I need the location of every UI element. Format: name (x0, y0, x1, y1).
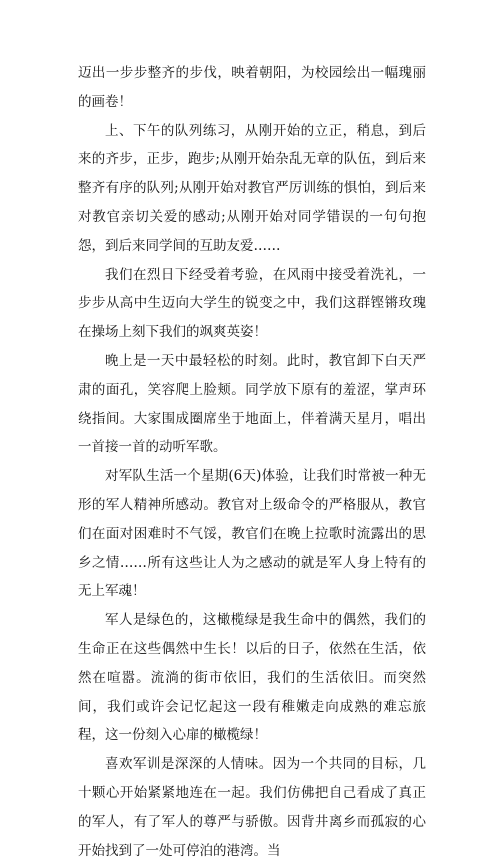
paragraph-5: 对军队生活一个星期(6天)体验，让我们时常被一种无形的军人精神所感动。教官对上级命令的严格服从，教官们在面对困难时不气馁，教官们在晚上拉歌时流露出的思乡之情……所有这些让人为之感动的就是军人身上特有的无上军魂！ (78, 468, 426, 600)
paragraph-2: 上、下午的队列练习，从刚开始的立正，稍息，到后来的齐步，正步，跑步;从刚开始杂乱无章的队伍，到后来整齐有序的队列;从刚开始对教官严厉训练的惧怕，到后来对教官亲切关爱的感动;从刚开始对同学错误的一句句抱怨，到后来同学间的互助友爱…… (78, 122, 426, 254)
document-body (78, 59, 426, 865)
paragraph-7: 喜欢军训是深深的人情味。因为一个共同的目标，几十颗心开始紧紧地连在一起。我们仿佛把自己看成了真正的军人，有了军人的尊严与骄傲。因背井离乡而孤寂的心开始找到了一处可停泊的港湾。当 (78, 756, 426, 859)
paragraph-4: 晚上是一天中最轻松的时刻。此时，教官卸下白天严肃的面孔，笑容爬上脸颊。同学放下原有的羞涩，掌声环绕指间。大家围成圈席坐于地面上，伴着满天星月，唱出一首接一首的动听军歌。 (78, 352, 426, 456)
paragraph-1: 迈出一步步整齐的步伐，映着朝阳，为校园绘出一幅瑰丽的画卷！ (78, 65, 426, 110)
paragraph-6: 军人是绿色的，这橄榄绿是我生命中的偶然，我们的生命正在这些偶然中生长！以后的日子，依然在生活，依然在喧嚣。流淌的街市依旧，我们的生活依旧。而突然间，我们或许会记忆起这一段有稚嫩走向成熟的难忘旅程，这一份刻入心扉的橄榄绿！ (78, 612, 426, 744)
paragraph-3: 我们在烈日下经受着考验，在风雨中接受着洗礼，一步步从高中生迈向大学生的锐变之中，我们这群铿锵玫瑰在操场上刻下我们的飒爽英姿！ (78, 266, 426, 341)
